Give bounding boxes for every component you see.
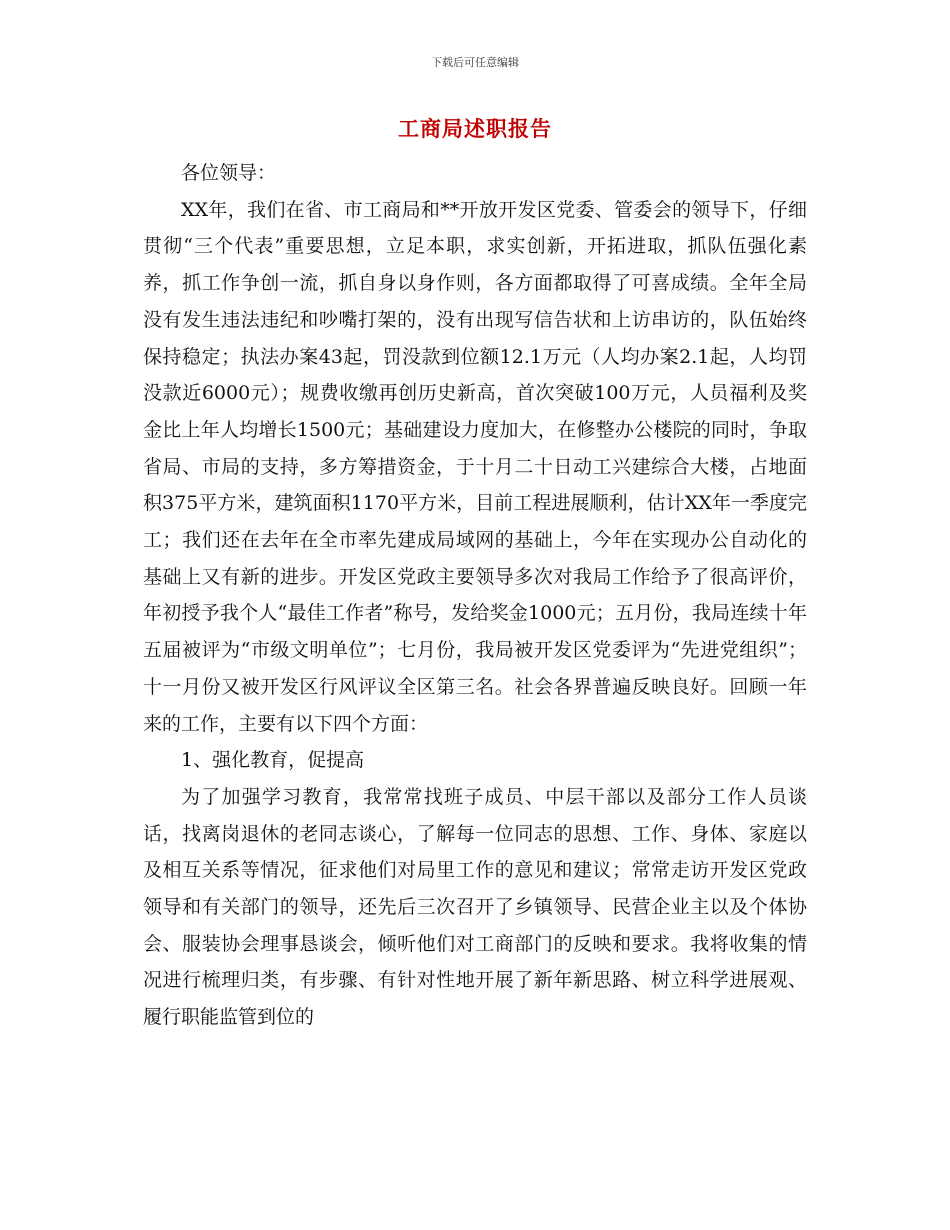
document-title: 工商局述职报告 xyxy=(398,116,552,141)
body-paragraph: 为了加强学习教育，我常常找班子成员、中层干部以及部分工作人员谈话，找离岗退休的老同志谈心，了解每一位同志的思想、工作、身体、家庭以及相互关系等情况，征求他们对局里工作的意见和建议；常常走访开发区党政领导和有关部门的领导，还先后三次召开了乡镇领导、民营企业主以及个体协会、服装协会理事恳谈会，倾听他们对工商部门的反映和要求。我将收集的情况进行梳理归类，有步骤、有针对性地开展了新年新思路、树立科学进展观、履行职能监管到位的 xyxy=(143,785,807,1029)
header-note: 下载后可任意编辑 xyxy=(431,56,519,69)
section-heading: 1、强化教育，促提高 xyxy=(181,749,365,772)
salutation-paragraph: 各位领导： xyxy=(181,162,277,184)
document-body xyxy=(143,155,807,1036)
body-paragraph: XX年，我们在省、市工商局和**开放开发区党委、管委会的领导下，仔细贯彻“三个代表”重要思想，立足本职，求实创新，开拓进取，抓队伍强化素养，抓工作争创一流，抓自身以身作则，各方面都取得了可喜成绩。全年全局没有发生违法违纪和吵嘴打架的，没有出现写信告状和上访串访的，队伍始终保持稳定；执法办案43起，罚没款到位额12.1万元（人均办案2.1起，人均罚没款近6000元）；规费收缴再创历史新高，首次突破100万元，人员福利及奖金比上年人均增长1500元；基础建设力度加大，在修整办公楼院的同时，争取省局、市局的支持，多方筹措资金，于十月二十日动工兴建综合大楼，占地面积375平方米，建筑面积1170平方米，目前工程进展顺利，估计XX年一季度完工；我们还在去年在全市率先建成局域网的基础上，今年在实现办公自动化的基础上又有新的进步。开发区党政主要领导多次对我局工作给予了很高评价，年初授予我个人“最佳工作者”称号，发给奖金1000元；五月份，我局连续十年五届被评为“市级文明单位”；七月份，我局被开发区党委评为“先进党组织”；十一月份又被开发区行风评议全区第三名。社会各界普遍反映良好。回顾一年来的工作，主要有以下四个方面： xyxy=(143,198,807,735)
